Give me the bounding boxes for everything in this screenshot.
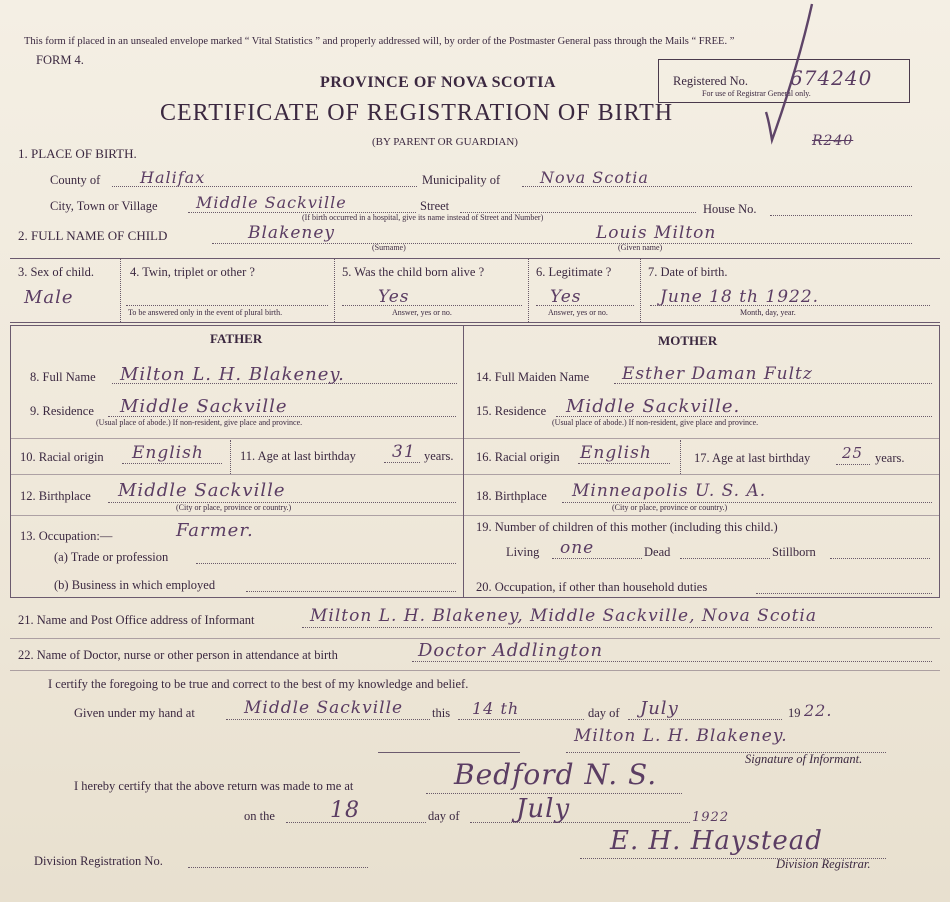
child-given-name: Louis Milton — [596, 223, 717, 243]
mother-name-label: 14. Full Maiden Name — [476, 370, 590, 384]
registrar-caption: Division Registrar. — [776, 857, 871, 871]
given-month: July — [640, 698, 679, 719]
sex-label: 3. Sex of child. — [18, 265, 95, 279]
father-residence-note: (Usual place of abode.) If non-resident, give place and province. — [96, 418, 303, 427]
sex-value: Male — [24, 287, 74, 308]
certificate-title: CERTIFICATE OF REGISTRATION OF BIRTH — [160, 100, 674, 126]
father-age: 31 — [392, 442, 416, 462]
date-label: 7. Date of birth. — [648, 265, 728, 279]
given-day-of-label: day of — [588, 706, 620, 720]
crossed-number: R240 — [812, 133, 854, 149]
mother-heading: MOTHER — [658, 333, 718, 348]
given-under-label: Given under my hand at — [74, 706, 195, 720]
mother-name: Esther Daman Fultz — [622, 364, 813, 384]
dead-label: Dead — [644, 545, 671, 559]
legitimate-note: Answer, yes or no. — [548, 308, 608, 317]
twin-label: 4. Twin, triplet or other ? — [130, 265, 255, 279]
mother-years-label: years. — [875, 451, 905, 465]
mother-age-label: 17. Age at last birthday — [694, 451, 811, 465]
alive-label: 5. Was the child born alive ? — [342, 265, 485, 279]
registrar-day: 18 — [330, 798, 360, 823]
given-year: 22. — [804, 701, 833, 720]
informant-signature: Milton L. H. Blakeney. — [574, 726, 788, 746]
business-label: (b) Business in which employed — [54, 578, 216, 592]
alive-note: Answer, yes or no. — [392, 308, 452, 317]
pencil-check-mark — [760, 0, 820, 150]
certify-statement: I certify the foregoing to be true and correct to the best of my knowledge and belief. — [48, 677, 469, 691]
city-value: Middle Sackville — [196, 193, 347, 212]
mother-birthplace: Minneapolis U. S. A. — [572, 481, 767, 501]
registrar-statement: I hereby certify that the above return was made to me at — [74, 779, 354, 793]
father-birthplace: Middle Sackville — [118, 480, 286, 501]
twin-note: To be answered only in the event of plural birth. — [128, 308, 283, 317]
father-heading: FATHER — [210, 331, 263, 346]
registrar-year: 1922 — [692, 810, 730, 825]
father-racial-label: 10. Racial origin — [20, 450, 104, 464]
registrar-month: July — [516, 794, 571, 824]
father-birthplace-label: 12. Birthplace — [20, 489, 91, 503]
registrar-place: Bedford N. S. — [454, 758, 658, 791]
this-label: this — [432, 706, 451, 720]
father-name: Milton L. H. Blakeney. — [120, 364, 345, 385]
mother-residence: Middle Sackville. — [566, 396, 741, 417]
father-residence-label: 9. Residence — [30, 404, 94, 418]
county-value: Halifax — [140, 168, 206, 187]
date-note: Month, day, year. — [740, 308, 796, 317]
division-registration-label: Division Registration No. — [34, 854, 163, 868]
postal-notice: This form if placed in an unsealed envelope marked “ Vital Statistics ” and properly addressed will, by order of the Postmaster General pass through the Mails “ FREE. ” — [24, 36, 735, 47]
alive-value: Yes — [378, 287, 410, 307]
given-caption: (Given name) — [618, 243, 663, 252]
mother-residence-note: (Usual place of abode.) If non-resident, give place and province. — [552, 418, 759, 427]
doctor-label: 22. Name of Doctor, nurse or other person in attendance at birth — [18, 648, 338, 662]
mother-occupation-label: 20. Occupation, if other than household duties — [476, 580, 708, 594]
father-racial: English — [132, 443, 204, 463]
father-birthplace-note: (City or place, province or country.) — [176, 503, 292, 512]
registrar-day-of-label: day of — [428, 809, 460, 823]
informant-label: 21. Name and Post Office address of Informant — [18, 613, 255, 627]
child-surname: Blakeney — [248, 223, 336, 243]
street-label: Street — [420, 199, 450, 213]
father-occupation: Farmer. — [176, 520, 254, 541]
hospital-note: (If birth occurred in a hospital, give its name instead of Street and Number) — [302, 213, 544, 222]
house-no-label: House No. — [703, 202, 757, 216]
stillborn-label: Stillborn — [772, 545, 816, 559]
province-title: PROVINCE OF NOVA SCOTIA — [320, 74, 556, 91]
municipality-label: Municipality of — [422, 173, 501, 187]
father-years-label: years. — [424, 449, 454, 463]
city-label: City, Town or Village — [50, 199, 158, 213]
certificate-subtitle: (BY PARENT OR GUARDIAN) — [372, 136, 518, 148]
county-label: County of — [50, 173, 101, 187]
informant-value: Milton L. H. Blakeney, Middle Sackville, Nova Scotia — [310, 606, 817, 626]
mother-racial: English — [580, 443, 652, 463]
given-place: Middle Sackville — [244, 698, 404, 718]
legitimate-value: Yes — [550, 287, 582, 307]
mother-age: 25 — [842, 444, 864, 462]
year-prefix: 19 — [788, 706, 801, 720]
living-label: Living — [506, 545, 540, 559]
date-value: June 18 th 1922. — [660, 287, 820, 307]
registrar-signature: E. H. Haystead — [610, 826, 823, 856]
place-heading: 1. PLACE OF BIRTH. — [18, 146, 137, 161]
registered-no-label: Registered No. — [673, 74, 748, 88]
mother-birthplace-label: 18. Birthplace — [476, 489, 547, 503]
legitimate-label: 6. Legitimate ? — [536, 265, 612, 279]
child-name-label: 2. FULL NAME OF CHILD — [18, 228, 168, 243]
father-age-label: 11. Age at last birthday — [240, 449, 356, 463]
surname-caption: (Surname) — [372, 243, 406, 252]
mother-residence-label: 15. Residence — [476, 404, 547, 418]
informant-signature-caption: Signature of Informant. — [745, 752, 863, 766]
trade-label: (a) Trade or profession — [54, 550, 169, 564]
form-number: FORM 4. — [36, 53, 84, 67]
children-count-label: 19. Number of children of this mother (including this child.) — [476, 520, 778, 534]
municipality-value: Nova Scotia — [540, 168, 649, 187]
registered-number: 674240 — [790, 66, 873, 90]
mother-birthplace-note: (City or place, province or country.) — [612, 503, 728, 512]
father-occupation-label: 13. Occupation:— — [20, 529, 113, 543]
father-name-label: 8. Full Name — [30, 370, 96, 384]
registrar-use-note: For use of Registrar General only. — [702, 89, 811, 98]
father-residence: Middle Sackville — [120, 396, 288, 417]
living-value: one — [560, 538, 595, 558]
given-day: 14 th — [472, 699, 520, 718]
doctor-value: Doctor Addlington — [418, 640, 604, 661]
on-the-label: on the — [244, 809, 275, 823]
mother-racial-label: 16. Racial origin — [476, 450, 560, 464]
